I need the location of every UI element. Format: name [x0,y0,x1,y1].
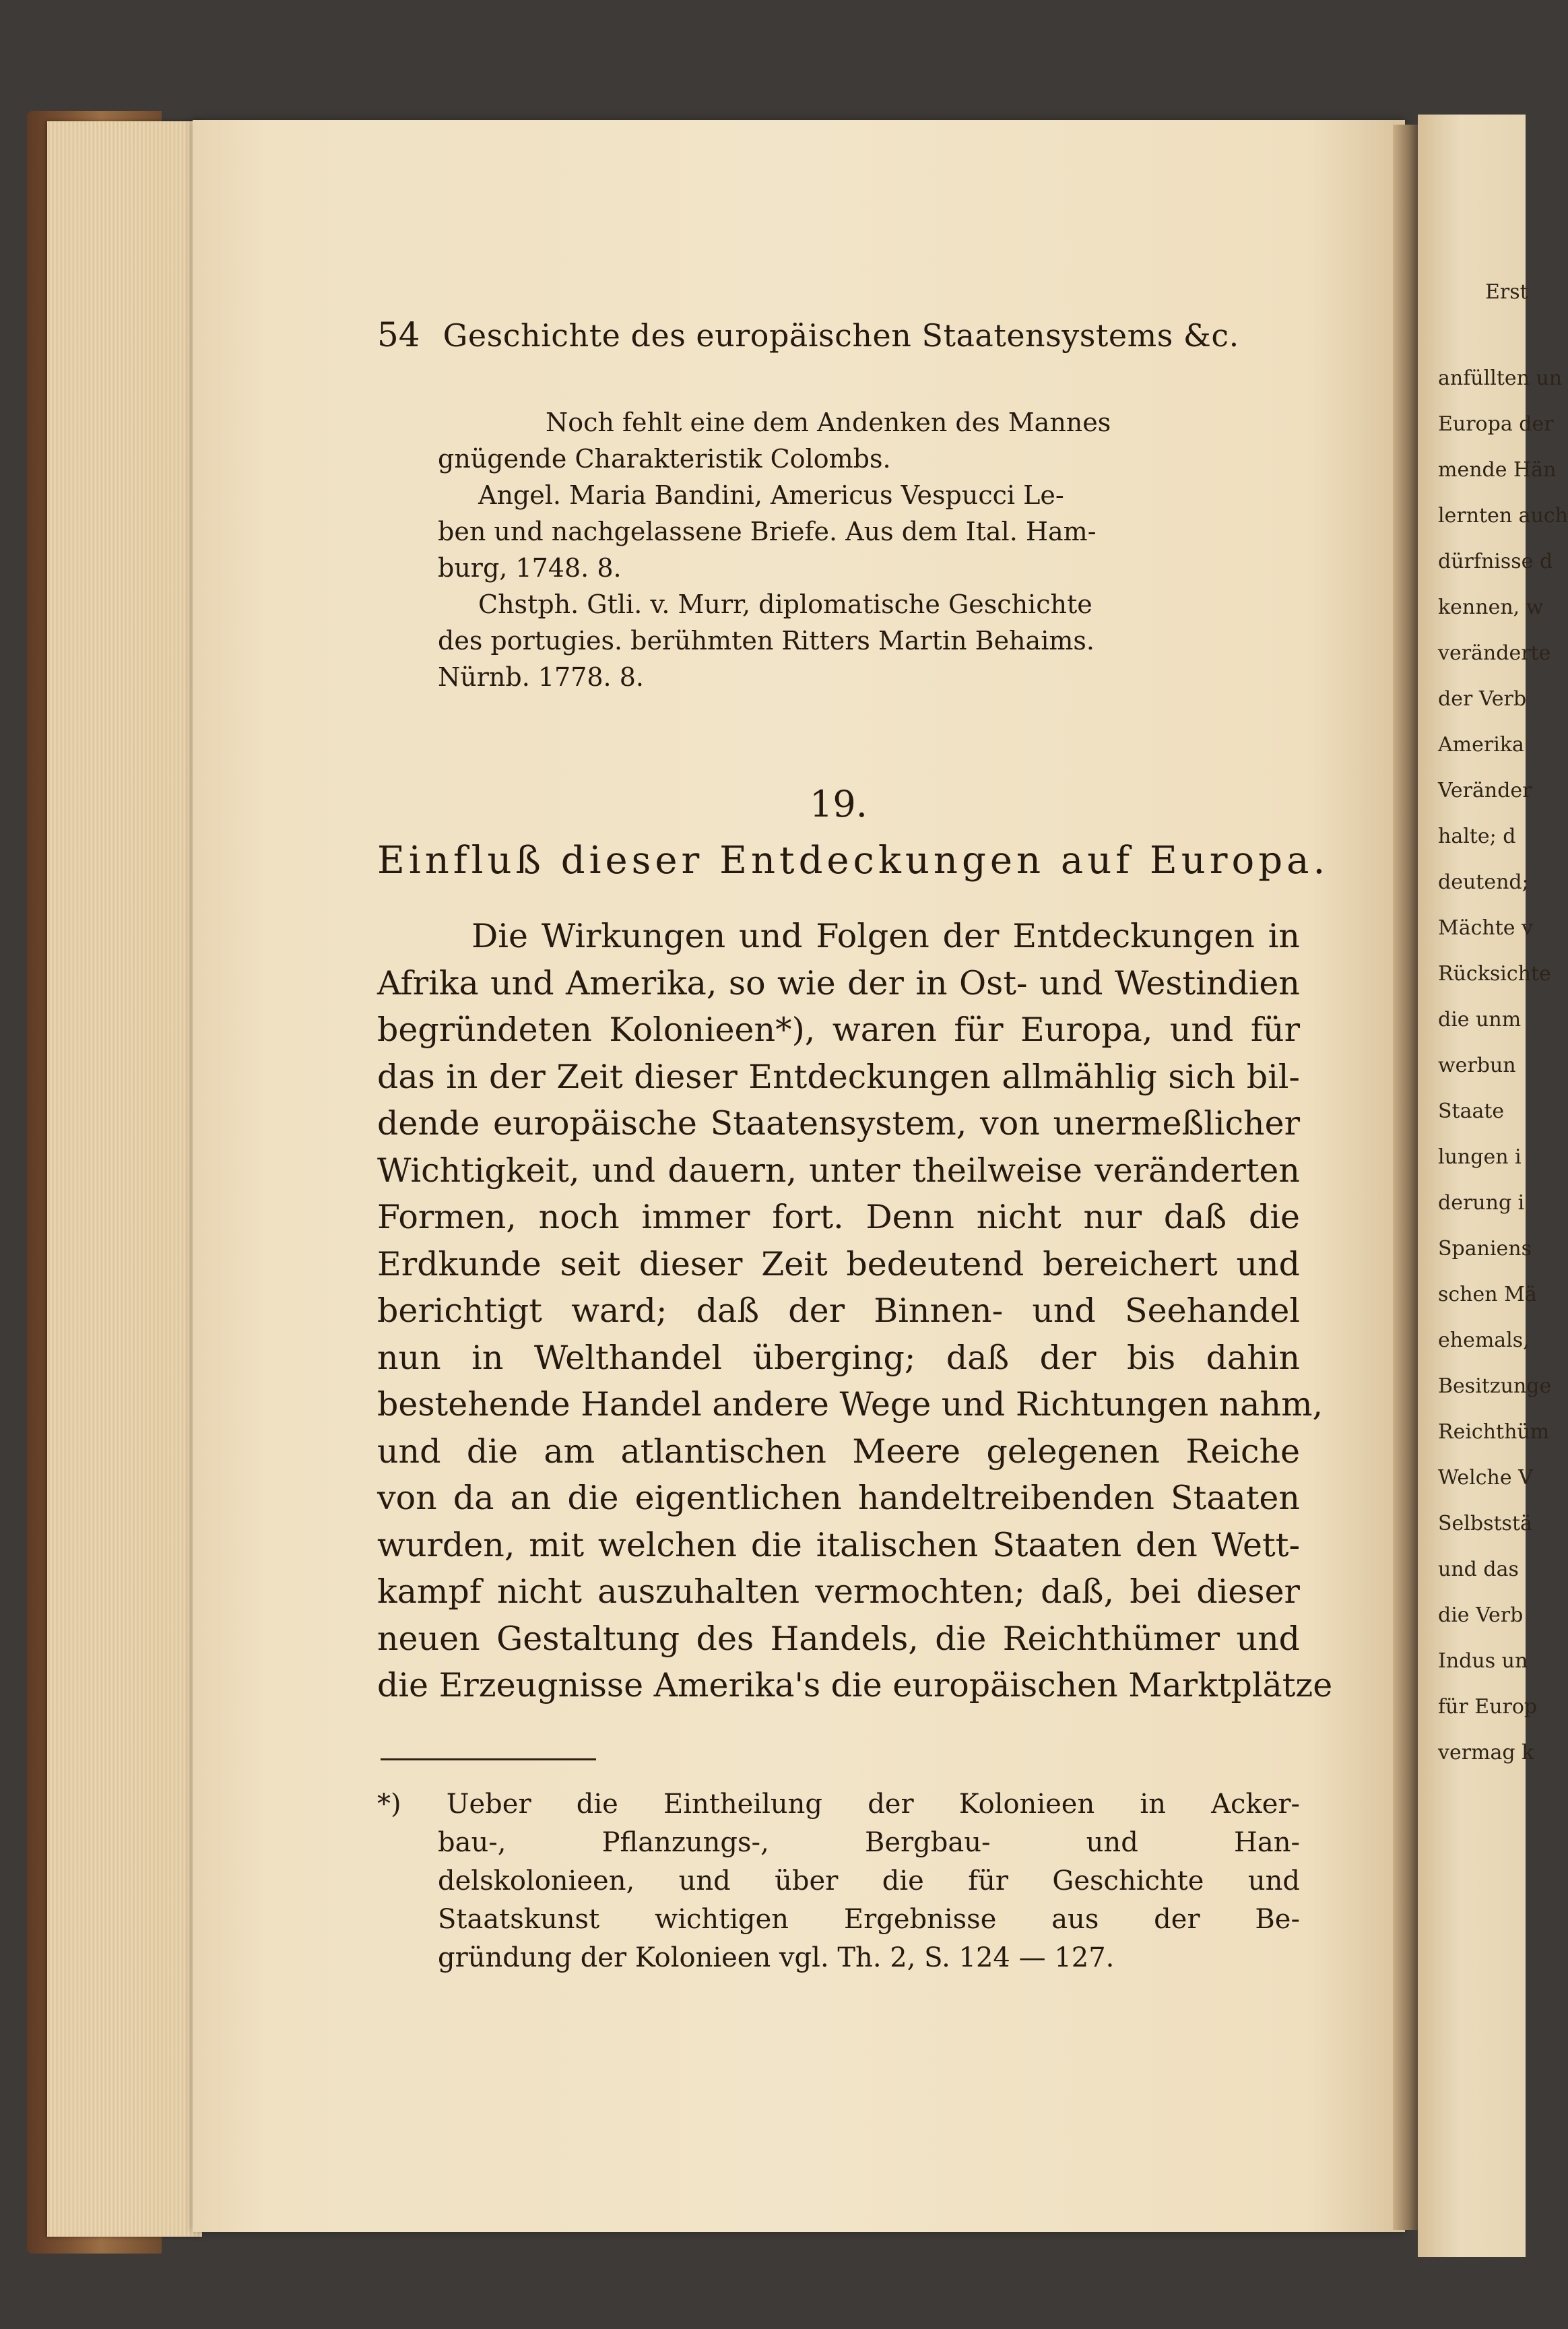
facing-page-line: dürfnisse d [1438,550,1553,573]
facing-page-line: mende Hän [1438,458,1557,482]
facing-page-line: Selbststä [1438,1512,1532,1535]
facing-page-line: Europa der [1438,412,1554,436]
reference-entry [377,404,1300,477]
body-line: das in der Zeit dieser Entdeckungen allmählig sich bil- [377,1057,1300,1096]
body-line: kampf nicht auszuhalten vermochten; daß, bei dieser [377,1572,1300,1611]
reference-entry [377,477,1300,586]
facing-page-line: die Verb [1438,1603,1524,1627]
facing-page-line: lernten auch [1438,504,1568,528]
facing-page-line: werbun [1438,1054,1516,1077]
facing-page-line: Veränder [1438,779,1532,802]
body-line: Die Wirkungen und Folgen der Entdeckungen in [471,917,1300,955]
body-line: Formen, noch immer fort. Denn nicht nur daß die [377,1198,1300,1236]
facing-page-line: halte; d [1438,825,1516,848]
reference-line: burg, 1748. 8. [438,553,622,583]
body-line: Erdkunde seit dieser Zeit bedeutend bereichert und [377,1244,1300,1283]
page-number: 54 [377,315,420,354]
footnote-line: bau-, Pflanzungs-, Bergbau- und Han- [438,1827,1300,1858]
facing-page-line: derung i [1438,1191,1525,1215]
body-line: begründeten Kolonieen*), waren für Europa, und für [377,1011,1300,1049]
section-title: Einfluß dieser Entdeckungen auf Europa. [377,839,1330,883]
body-line: und die am atlantischen Meere gelegenen Reiche [377,1432,1300,1471]
page-edges [47,121,202,2237]
facing-page-line: veränderte [1438,641,1551,665]
facing-page-line: Indus un [1438,1649,1528,1673]
facing-page-line: vermag k [1438,1741,1534,1764]
body-line: wurden, mit welchen die italischen Staaten den Wett- [377,1525,1300,1564]
footnote-line: delskolonieen, und über die für Geschichte und [438,1865,1300,1896]
facing-page-line: und das [1438,1558,1519,1581]
body-line: von da an die eigentlichen handeltreibenden Staaten [377,1479,1300,1517]
reference-line: ben und nachgelassene Briefe. Aus dem Ital. Ham- [438,517,1097,546]
running-header [377,315,1300,362]
body-line: die Erzeugnisse Amerika's die europäischen Marktplätze [377,1666,1333,1704]
facing-page-line: Erst [1485,280,1528,304]
footnote-rule [381,1758,596,1760]
reference-line: Noch fehlt eine dem Andenken des Mannes [546,408,1111,437]
facing-page-line: deutend; [1438,870,1529,894]
facing-page-line: Welche V [1438,1466,1533,1490]
facing-page-line: kennen, w [1438,596,1544,619]
facing-page-line: schen Mä [1438,1283,1537,1306]
body-line: nun in Welthandel überging; daß der bis dahin [377,1338,1300,1377]
facing-page-line: lungen i [1438,1145,1522,1169]
facing-page-line: anfüllten un [1438,366,1563,390]
facing-page-line: Amerika [1438,733,1524,757]
reference-line: gnügende Charakteristik Colombs. [438,444,891,474]
running-title: Geschichte des europäischen Staatensystems &c. [443,317,1239,354]
body-line: berichtigt ward; daß der Binnen- und Seehandel [377,1291,1300,1330]
body-line: bestehende Handel andere Wege und Richtungen nahm, [377,1385,1324,1424]
footnote [377,1785,1300,1977]
facing-page-line: Mächte v [1438,916,1534,940]
footnote-line: *) Ueber die Eintheilung der Kolonieen in Acker- [377,1789,1300,1820]
reference-line: Chstph. Gtli. v. Murr, diplomatische Geschichte [478,589,1092,619]
reference-line: Nürnb. 1778. 8. [438,662,644,692]
reference-line: Angel. Maria Bandini, Americus Vespucci Le- [478,480,1064,510]
footnote-line: gründung der Kolonieen vgl. Th. 2, S. 124 — 127. [438,1942,1115,1973]
facing-page-line: für Europ [1438,1695,1538,1719]
facing-page-line: der Verb [1438,687,1527,711]
section-number: 19. [810,783,868,825]
body-line: dende europäische Staatensystem, von unermeßlicher [377,1104,1300,1143]
facing-page-line: die unm [1438,1008,1522,1031]
facing-page-line: Besitzunge [1438,1374,1552,1398]
body-line: neuen Gestaltung des Handels, die Reichthümer und [377,1619,1300,1658]
body-line: Wichtigkeit, und dauern, unter theilweise veränderten [377,1151,1300,1190]
facing-page-line: ehemals, [1438,1329,1530,1352]
facing-page-line: Staate [1438,1099,1505,1123]
book-gutter [1393,125,1420,2230]
body-text [377,913,1333,1709]
footnote-line: Staatskunst wichtigen Ergebnisse aus der Be- [438,1904,1300,1935]
facing-page-line: Rücksichte [1438,962,1551,986]
reference-entry [377,586,1300,695]
body-line: Afrika und Amerika, so wie der in Ost- und Westindien [377,963,1300,1002]
facing-page-text [1438,269,1568,1776]
facing-page-line: Spaniens [1438,1237,1532,1261]
bibliography-notes [377,404,1300,695]
facing-page-line: Reichthüm [1438,1420,1550,1444]
reference-line: des portugies. berühmten Ritters Martin Behaims. [438,626,1095,656]
